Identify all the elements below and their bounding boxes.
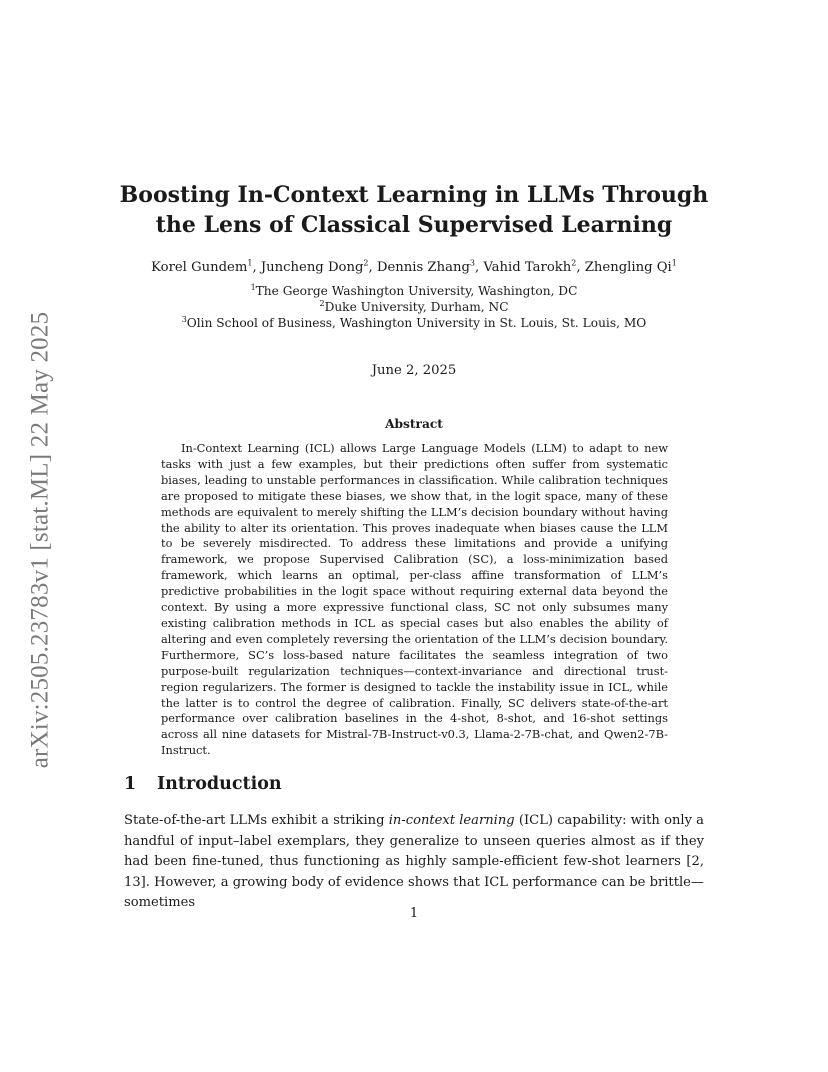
intro-text: (ICL) capability: with only a handful of input–label exemplars, they generalize to unseen queries almost as if they had been fine-tuned, thus functioning as highly sample-efficient few-shot learners [2, 13]. However, a growing body of evidence shows that ICL performance can be brittle—sometimes	[124, 813, 704, 911]
author-affiliation-mark: 3	[469, 258, 475, 268]
author-affiliation-mark: 1	[247, 258, 253, 268]
intro-text: State-of-the-art LLMs exhibit a striking	[124, 813, 389, 828]
paper-title: Boosting In-Context Learning in LLMs Through the Lens of Classical Supervised Learning	[119, 182, 709, 238]
affiliation-text: The George Washington University, Washington, DC	[255, 284, 578, 298]
affiliation-mark: 3	[181, 314, 187, 324]
publication-date: June 2, 2025	[371, 363, 457, 378]
affiliation-mark: 1	[250, 282, 256, 292]
author-affiliation-mark: 2	[363, 258, 369, 268]
affiliation-list	[110, 283, 718, 331]
section-number: 1	[124, 774, 137, 794]
intro-paragraph	[124, 811, 704, 914]
author-name: Juncheng Dong	[260, 260, 364, 275]
arxiv-identifier: arXiv:2505.23783v1 [stat.ML] 22 May 2025	[26, 311, 53, 769]
affiliation-mark: 2	[319, 298, 325, 308]
author-name: Korel Gundem	[151, 260, 248, 275]
page-number: 1	[409, 906, 419, 921]
section-heading	[124, 774, 282, 794]
affiliation-text: Olin School of Business, Washington University in St. Louis, St. Louis, MO	[186, 316, 647, 330]
author-affiliation-mark: 2	[571, 258, 577, 268]
abstract-text: In-Context Learning (ICL) allows Large Language Models (LLM) to adapt to new tasks with just a few examples, but their predictions often suffer from systematic biases, leading to unstable performances in classification. While calibration techniques are proposed to mitigate these biases, we show that, in the logit space, many of these methods are equivalent to merely shifting the LLM’s decision boundary without having the ability to alter its orientation. This proves inadequate when biases cause the LLM to be severely misdirected. To address these limitations and provide a unifying framework, we propose Supervised Calibration (SC), a loss-minimization based framework, which learns an optimal, per-class affine transformation of LLM’s predictive probabilities in the logit space without requiring external data beyond the context. By using a more expressive functional class, SC not only subsumes many existing calibration methods in ICL as special cases but also enables the ability of altering and even completely reversing the orientation of the LLM’s decision boundary. Furthermore, SC’s loss-based nature facilitates the seamless integration of two purpose-built regularization techniques—context-invariance and directional trust-region regularizers. The former is designed to tackle the instability issue in ICL, while the latter is to control the degree of calibration. Finally, SC delivers state-of-the-art performance over calibration baselines in the 4-shot, 8-shot, and 16-shot settings across all nine datasets for Mistral-7B-Instruct-v0.3, Llama-2-7B-chat, and Qwen2-7B-Instruct.	[161, 441, 668, 758]
intro-emphasis: in-context learning	[388, 813, 515, 828]
affiliation-text: Duke University, Durham, NC	[324, 300, 509, 314]
author-name: Dennis Zhang	[376, 260, 470, 275]
author-name: Zhengling Qi	[584, 260, 672, 275]
author-name: Vahid Tarokh	[483, 260, 572, 275]
affiliation	[110, 315, 718, 331]
affiliation	[110, 283, 718, 299]
abstract-heading: Abstract	[385, 417, 443, 431]
author-affiliation-mark: 1	[671, 258, 677, 268]
arxiv-sidebar	[20, 285, 60, 795]
affiliation	[110, 299, 718, 315]
section-title: Introduction	[157, 774, 282, 794]
author-list: Korel Gundem$^1$, Juncheng Dong$^2$, Dennis Zhang$^3$, Vahid Tarokh$^2$, Zhengling Qi$^1$	[151, 258, 677, 275]
